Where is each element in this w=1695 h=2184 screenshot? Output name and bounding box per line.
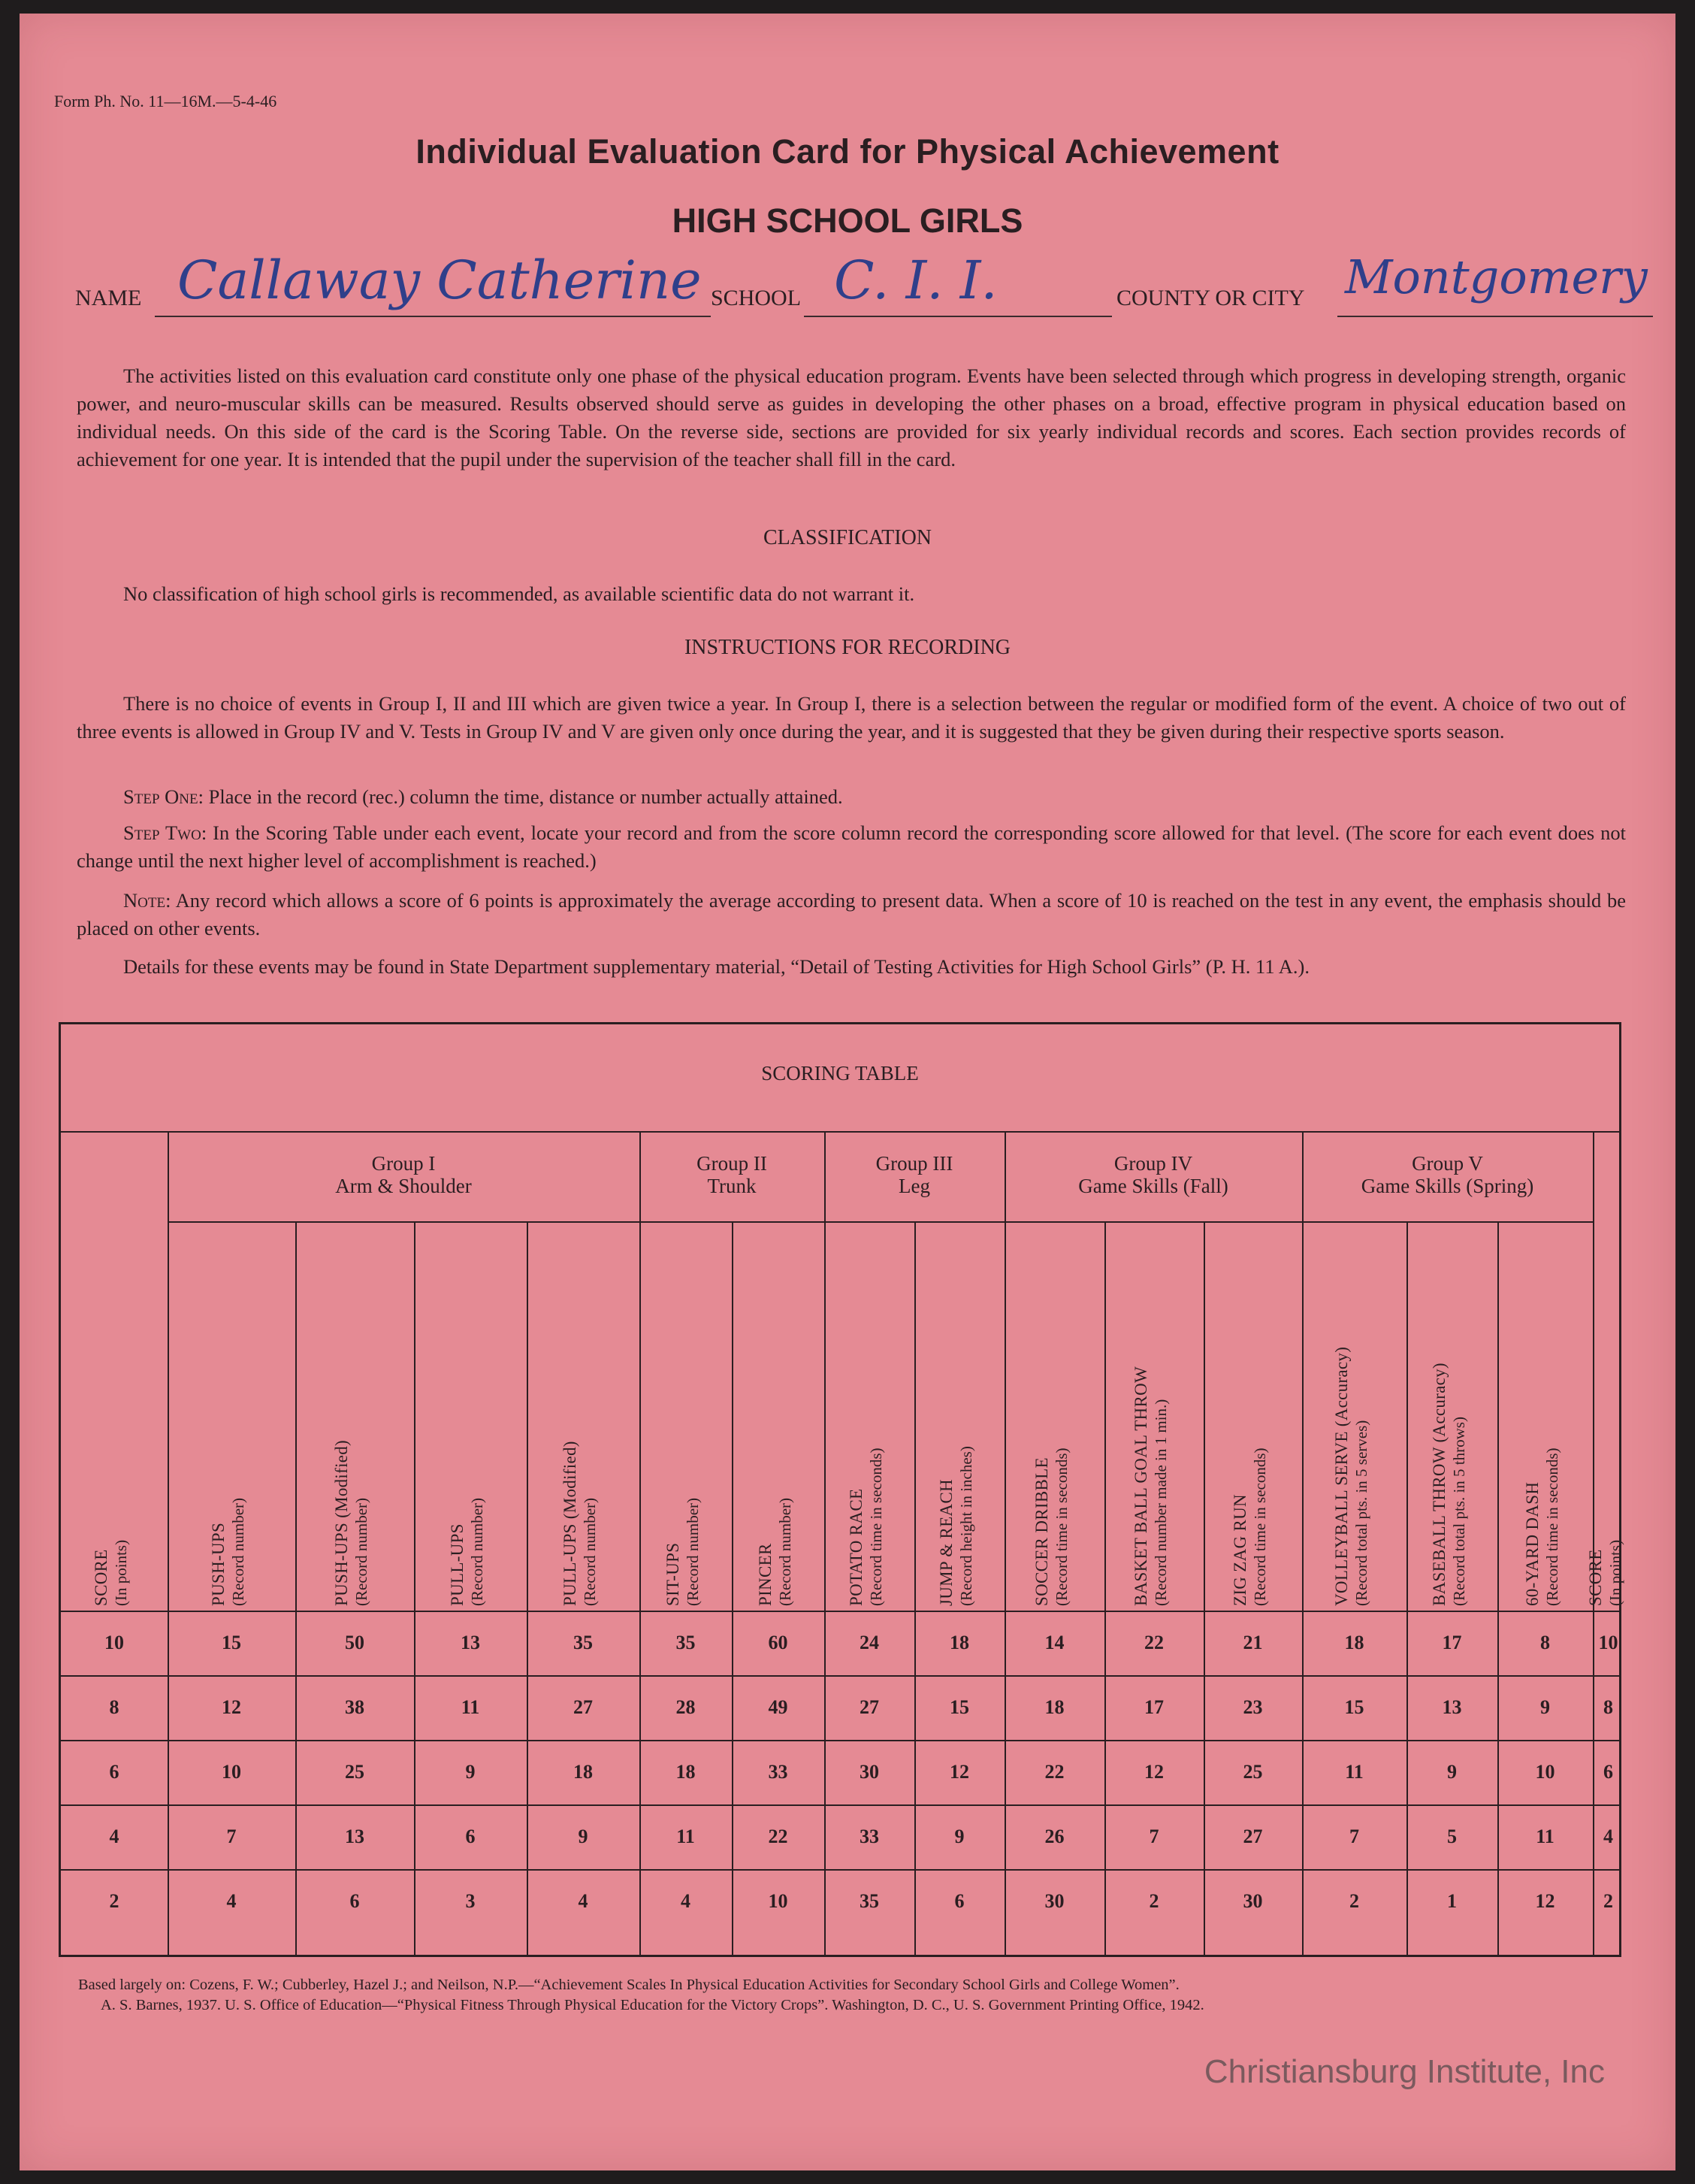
table-cell: 25 [345,1761,364,1783]
column-header [1523,1320,1568,1606]
column-unit: (Record total pts. in 5 throws) [1449,1417,1468,1606]
note-text: Any record which allows a score of 6 points is approximately the average according to present data. When a score of 10 is reached on the test in any event, the emphasis should be placed on other events. [77,889,1626,939]
group-rule [1304,1221,1593,1223]
table-cell: 6 [349,1890,360,1912]
table-cell: 23 [1243,1696,1263,1718]
table-cell: 12 [950,1761,969,1783]
step-two-label: Step Two: [123,821,207,844]
table-cell: 35 [860,1890,879,1912]
column-divider [1302,1131,1304,1955]
table-cell: 15 [1344,1696,1364,1718]
table-cell: 27 [573,1696,593,1718]
table-cell: 24 [860,1632,879,1653]
table-cell: 18 [675,1761,696,1783]
group-rule [169,1221,639,1223]
group-name: Group I [371,1152,436,1175]
column-header [756,1320,801,1606]
table-cell: 9 [1447,1761,1457,1783]
intro-text: The activities listed on this evaluation card constitute only one phase of the physical education program. Events have been selected through which progress in developing strength, organic power, and neuro-muscular skills can be measured. Results observed should serve as guides in developing the other phases on a broad, effective program in physical education based on individual needs. On this side of the card is the Scoring Table. On the reverse side, sections are provided for six yearly individual records and scores. Each section provides records of achievement for one year. It is intended that the pupil under the supervision of the teacher shall fill in the card. [77,365,1626,470]
table-cell: 9 [1540,1696,1550,1718]
table-cell: 17 [1442,1632,1462,1653]
table-cell: 2 [1149,1890,1159,1912]
instructions-text: There is no choice of events in Group I, II and III which are given twice a year. In Group I, there is a selection between the regular or modified form of the event. A choice of two out of three events is allowed in Group IV and V. Tests in Group IV and V are given only once during the year, and it is suggested that they be given during their respective sports season. [77,692,1626,743]
table-cell: 6 [109,1761,119,1783]
table-cell: 11 [1536,1826,1555,1847]
footnote-line-2: A. S. Barnes, 1937. U. S. Office of Education—“Physical Fitness Through Physical Education for the Victory Crops”. Washington, D. C., U. S. Government Printing Office, 1942. [101,1997,1204,2013]
column-unit: (Record number) [352,1497,370,1606]
classification-paragraph [77,580,1626,608]
table-cell: 4 [681,1890,690,1912]
group-header-2 [639,1152,824,1197]
table-cell: 2 [1349,1890,1359,1912]
column-divider [168,1131,169,1955]
column-unit: (Record number) [468,1497,486,1606]
column-title: 60-YARD DASH [1522,1481,1542,1606]
column-header [209,1320,254,1606]
column-header [448,1320,493,1606]
column-header [1032,1320,1077,1606]
table-cell: 35 [675,1632,696,1653]
column-title: PULL-UPS (Modified) [560,1441,579,1606]
table-cell: 50 [345,1632,364,1653]
details-paragraph [77,953,1626,981]
column-divider [1204,1221,1205,1955]
column-header [663,1320,709,1606]
table-cell: 8 [109,1696,119,1718]
column-divider [414,1221,415,1955]
column-title: VOLLEYBALL SERVE (Accuracy) [1331,1346,1351,1606]
column-divider [1497,1221,1499,1955]
table-cell: 4 [226,1890,237,1912]
column-unit: (Record number) [581,1497,599,1606]
table-cell: 18 [950,1632,969,1653]
column-divider [914,1221,916,1955]
school-underline [804,316,1112,317]
group-name: Group IV [1113,1152,1193,1175]
column-title: SCORE [92,1549,110,1606]
classification-text: No classification of high school girls is recommended, as available scientific data do not warrant it. [123,582,915,605]
table-cell: 7 [1149,1826,1159,1847]
table-cell: 35 [573,1632,593,1653]
table-cell: 6 [954,1890,965,1912]
table-cell: 18 [573,1761,593,1783]
instructions-paragraph [77,690,1626,746]
column-unit: (In points) [112,1539,130,1606]
table-cell: 2 [1603,1890,1613,1912]
column-title: PUSH-UPS [209,1522,228,1606]
table-cell: 30 [1243,1890,1263,1912]
column-title: BASKET BALL GOAL THROW [1132,1366,1150,1606]
table-cell: 21 [1243,1632,1263,1653]
column-unit: (Record time in seconds) [1250,1447,1269,1606]
table-cell: 6 [465,1826,476,1847]
column-title: PINCER [755,1543,775,1606]
row-rule [61,1675,1619,1677]
county-underline [1337,316,1653,317]
column-title: ZIG ZAG RUN [1230,1494,1249,1606]
column-unit: (Record number) [229,1497,247,1606]
column-divider [1005,1131,1006,1955]
group-subtitle: Leg [899,1175,930,1197]
column-header [1231,1320,1276,1606]
table-cell: 26 [1044,1826,1065,1847]
row-rule [61,1804,1619,1806]
table-cell: 28 [675,1696,696,1718]
column-header [847,1320,892,1606]
group-name: Group V [1412,1152,1483,1175]
column-title: POTATO RACE [847,1488,866,1606]
row-rule [61,1740,1619,1741]
column-title: SIT-UPS [663,1542,682,1606]
form-number: Form Ph. No. 11—16M.—5-4-46 [54,92,277,110]
footnote-line-1: Based largely on: Cozens, F. W.; Cubberley, Hazel J.; and Neilson, N.P.—“Achievement Scales In Physical Education Activities for Secondary School Girls and College Women”. [78,1977,1180,1993]
table-cell: 60 [768,1632,788,1653]
header-rule [61,1611,1619,1612]
table-cell: 11 [1345,1761,1364,1783]
table-cell: 33 [768,1761,788,1783]
name-label: NAME [75,286,142,310]
table-cell: 12 [222,1696,241,1718]
group-subtitle: Game Skills (Fall) [1078,1175,1228,1197]
table-cell: 11 [676,1826,695,1847]
table-cell: 8 [1603,1696,1613,1718]
column-header [560,1320,606,1606]
table-cell: 5 [1447,1826,1457,1847]
column-title: SOCCER DRIBBLE [1032,1457,1051,1606]
table-cell: 12 [1144,1761,1164,1783]
table-cell: 10 [222,1761,241,1783]
table-cell: 15 [950,1696,969,1718]
column-title: JUMP & REACH [937,1479,956,1606]
step-one-paragraph [77,783,1626,811]
step-two-paragraph [77,819,1626,875]
table-cell: 18 [1344,1632,1364,1653]
county-label: COUNTY OR CITY [1116,286,1305,310]
column-divider [295,1221,297,1955]
county-value[interactable]: Montgomery [1345,250,1648,304]
group-rule [1006,1221,1302,1223]
table-cell: 49 [768,1696,788,1718]
column-title: PULL-UPS [448,1523,467,1606]
column-divider [1104,1221,1106,1955]
column-header [92,1320,137,1606]
table-cell: 33 [860,1826,879,1847]
school-label: SCHOOL [711,286,802,310]
table-cell: 9 [465,1761,476,1783]
column-divider [732,1221,733,1955]
name-underline [155,316,711,317]
table-cell: 18 [1044,1696,1065,1718]
table-cell: 27 [1243,1826,1263,1847]
table-cell: 1 [1447,1890,1457,1912]
table-cell: 4 [1603,1826,1613,1847]
row-rule [61,1869,1619,1871]
column-header [1586,1320,1631,1606]
table-cell: 30 [860,1761,879,1783]
column-unit: (Record height in inches) [957,1446,975,1606]
table-cell: 13 [345,1826,364,1847]
table-cell: 17 [1144,1696,1164,1718]
group-subtitle: Game Skills (Spring) [1361,1175,1534,1197]
table-cell: 2 [109,1890,119,1912]
table-cell: 22 [1044,1761,1065,1783]
group-name: Group III [875,1152,953,1175]
table-cell: 10 [768,1890,788,1912]
column-unit: (In points) [1606,1539,1624,1606]
column-divider [639,1131,641,1955]
table-cell: 27 [860,1696,879,1718]
table-cell: 15 [222,1632,241,1653]
instructions-heading: INSTRUCTIONS FOR RECORDING [684,636,1011,659]
group-subtitle: Arm & Shoulder [335,1175,472,1197]
column-divider [824,1131,826,1955]
step-two-text: In the Scoring Table under each event, locate your record and from the score column record the corresponding score allowed for that level. (The score for each event does not change until the next higher level of accomplishment is reached.) [77,821,1626,872]
column-unit: (Record time in seconds) [1052,1447,1071,1606]
column-header [1332,1320,1377,1606]
table-cell: 10 [1535,1761,1555,1783]
step-one-text: Place in the record (rec.) column the time, distance or number actually attained. [208,785,843,808]
table-cell: 7 [1349,1826,1359,1847]
note-label: Note: [123,889,171,912]
classification-heading: CLASSIFICATION [763,526,932,549]
column-unit: (Record number) [775,1497,794,1606]
column-unit: (Record time in seconds) [867,1447,885,1606]
table-cell: 3 [465,1890,476,1912]
table-cell: 7 [226,1826,237,1847]
table-cell: 10 [1598,1632,1618,1653]
column-divider [527,1221,528,1955]
group-subtitle: Trunk [707,1175,757,1197]
intro-paragraph [77,362,1626,473]
table-cell: 38 [345,1696,364,1718]
column-header [332,1320,377,1606]
table-cell: 22 [1144,1632,1164,1653]
group-header-4 [1005,1152,1302,1197]
table-cell: 4 [578,1890,588,1912]
column-divider [1406,1221,1408,1955]
table-cell: 9 [954,1826,965,1847]
group-header-1 [168,1152,639,1197]
column-header [1430,1320,1475,1606]
table-cell: 11 [461,1696,480,1718]
scoring-table-title: SCORING TABLE [761,1062,919,1084]
footnote [78,1975,1641,2016]
table-cell: 8 [1540,1632,1550,1653]
table-cell: 30 [1044,1890,1065,1912]
name-value[interactable]: Callaway Catherine [177,250,702,311]
column-title: SCORE [1585,1549,1605,1606]
table-cell: 4 [109,1826,119,1847]
group-rule [641,1221,824,1223]
group-header-3 [824,1152,1005,1197]
group-header-5 [1302,1152,1593,1197]
table-cell: 13 [1442,1696,1462,1718]
table-cell: 13 [461,1632,480,1653]
card-subtitle: HIGH SCHOOL GIRLS [672,201,1023,240]
group-rule [826,1221,1005,1223]
note-paragraph [77,887,1626,942]
column-unit: (Record number) [683,1497,702,1606]
table-cell: 10 [104,1632,124,1653]
school-value[interactable]: C. I. I. [834,250,998,311]
scoring-table [59,1022,1624,1957]
table-cell: 25 [1243,1761,1263,1783]
table-title-rule [61,1131,1619,1133]
card-title: Individual Evaluation Card for Physical Achievement [415,132,1280,171]
table-cell: 14 [1044,1632,1065,1653]
column-title: PUSH-UPS (Modified) [332,1439,351,1606]
column-unit: (Record number made in 1 min.) [1152,1399,1170,1606]
column-header [937,1320,982,1606]
watermark: Christiansburg Institute, Inc [1204,2053,1605,2090]
step-one-label: Step One: [123,785,204,808]
column-unit: (Record time in seconds) [1542,1447,1561,1606]
table-cell: 12 [1535,1890,1555,1912]
group-name: Group II [696,1152,767,1175]
column-unit: (Record total pts. in 5 serves) [1352,1420,1370,1606]
table-cell: 6 [1603,1761,1613,1783]
details-text: Details for these events may be found in State Department supplementary material, “Detail of Testing Activities for High School Girls” (P. H. 11 A.). [123,955,1310,978]
column-title: BASEBALL THROW (Accuracy) [1429,1363,1449,1606]
column-header [1132,1320,1177,1606]
table-cell: 9 [578,1826,588,1847]
table-cell: 22 [768,1826,788,1847]
